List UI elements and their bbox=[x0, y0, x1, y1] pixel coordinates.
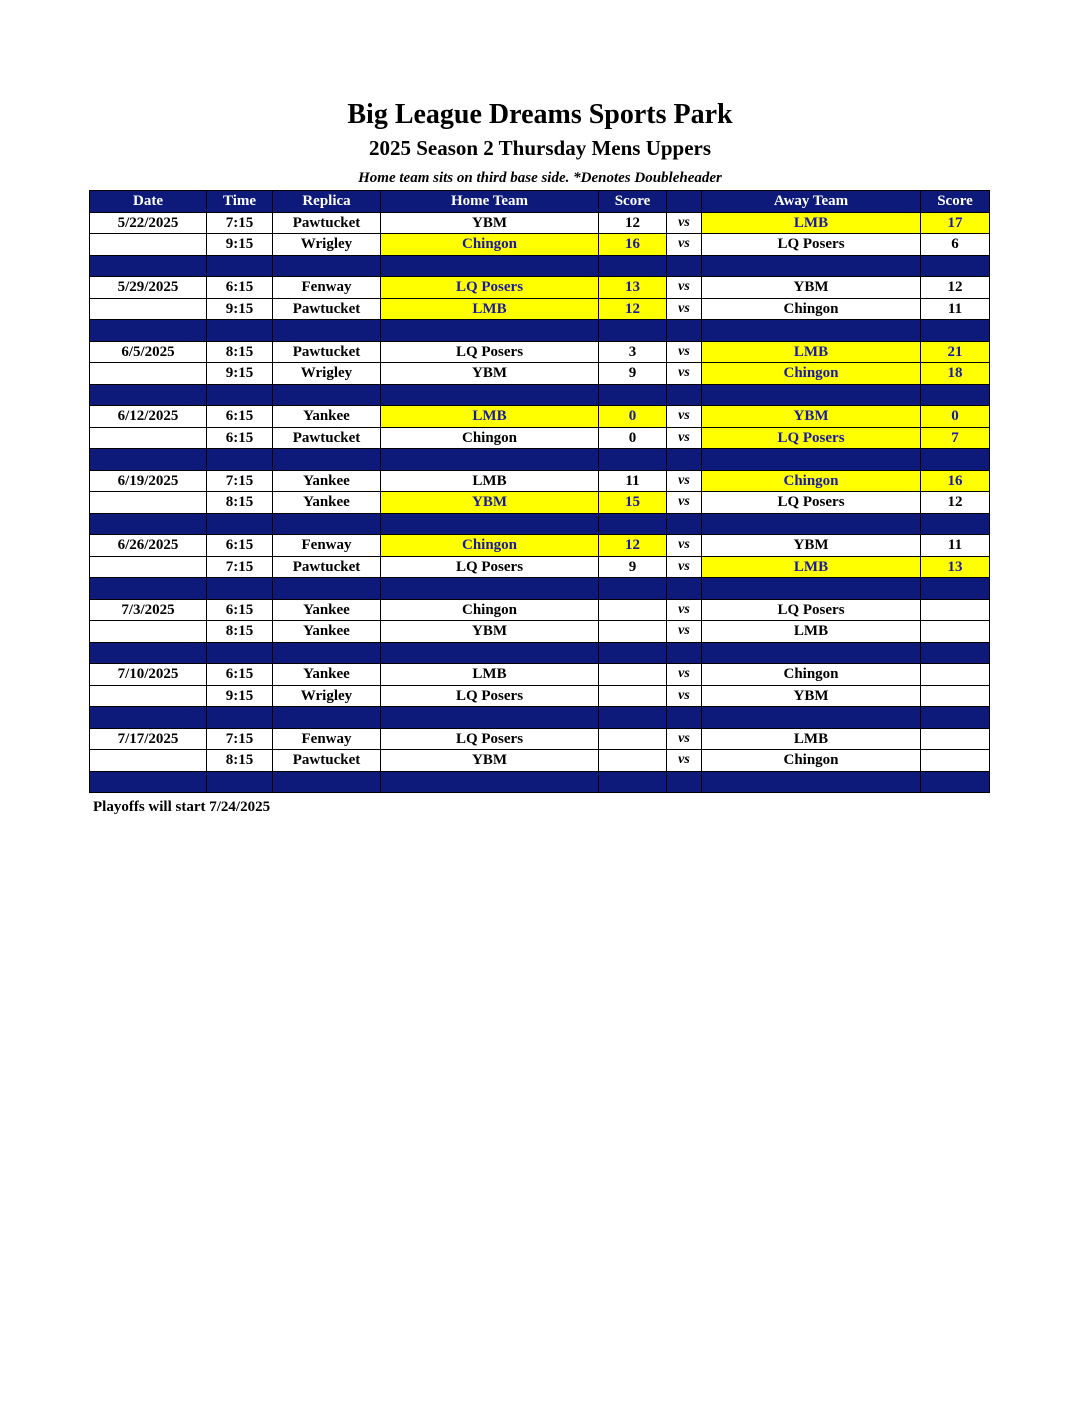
separator-cell bbox=[599, 384, 667, 406]
separator-cell bbox=[273, 707, 381, 729]
vs-label: vs bbox=[667, 556, 702, 578]
game-replica: Yankee bbox=[273, 492, 381, 514]
separator-cell bbox=[667, 320, 702, 342]
away-team: LQ Posers bbox=[702, 492, 921, 514]
home-score: 9 bbox=[599, 363, 667, 385]
separator-cell bbox=[207, 255, 273, 277]
game-time: 9:15 bbox=[207, 298, 273, 320]
home-team: Chingon bbox=[381, 535, 599, 557]
home-score: 15 bbox=[599, 492, 667, 514]
separator-cell bbox=[90, 707, 207, 729]
home-team: Chingon bbox=[381, 427, 599, 449]
home-score: 0 bbox=[599, 427, 667, 449]
away-score: 0 bbox=[921, 406, 990, 428]
vs-label: vs bbox=[667, 535, 702, 557]
game-replica: Yankee bbox=[273, 621, 381, 643]
game-row bbox=[90, 599, 990, 621]
game-date: 5/22/2025 bbox=[90, 212, 207, 234]
home-team: LQ Posers bbox=[381, 341, 599, 363]
game-time: 6:15 bbox=[207, 277, 273, 299]
home-score bbox=[599, 685, 667, 707]
home-score: 12 bbox=[599, 535, 667, 557]
away-score: 13 bbox=[921, 556, 990, 578]
vs-label: vs bbox=[667, 427, 702, 449]
separator-cell bbox=[599, 771, 667, 793]
separator-cell bbox=[921, 513, 990, 535]
home-team: LQ Posers bbox=[381, 277, 599, 299]
away-team: LQ Posers bbox=[702, 234, 921, 256]
vs-label: vs bbox=[667, 621, 702, 643]
week-separator bbox=[90, 384, 990, 406]
separator-cell bbox=[921, 384, 990, 406]
game-time: 9:15 bbox=[207, 234, 273, 256]
separator-cell bbox=[702, 255, 921, 277]
away-score bbox=[921, 728, 990, 750]
vs-label: vs bbox=[667, 470, 702, 492]
playoffs-note: Playoffs will start 7/24/2025 bbox=[93, 799, 271, 815]
separator-cell bbox=[667, 642, 702, 664]
game-replica: Pawtucket bbox=[273, 750, 381, 772]
game-replica: Pawtucket bbox=[273, 427, 381, 449]
game-replica: Pawtucket bbox=[273, 556, 381, 578]
away-team: LMB bbox=[702, 341, 921, 363]
header-away-team: Away Team bbox=[702, 191, 921, 213]
away-score: 18 bbox=[921, 363, 990, 385]
game-row bbox=[90, 535, 990, 557]
game-time: 6:15 bbox=[207, 599, 273, 621]
away-team: YBM bbox=[702, 406, 921, 428]
separator-cell bbox=[90, 642, 207, 664]
separator-cell bbox=[921, 642, 990, 664]
game-row bbox=[90, 685, 990, 707]
week-separator bbox=[90, 707, 990, 729]
game-replica: Fenway bbox=[273, 728, 381, 750]
away-team: Chingon bbox=[702, 363, 921, 385]
away-score: 16 bbox=[921, 470, 990, 492]
game-date: 5/29/2025 bbox=[90, 277, 207, 299]
vs-label: vs bbox=[667, 750, 702, 772]
game-date: 6/26/2025 bbox=[90, 535, 207, 557]
separator-cell bbox=[90, 449, 207, 471]
separator-cell bbox=[90, 578, 207, 600]
header-date: Date bbox=[90, 191, 207, 213]
home-score: 0 bbox=[599, 406, 667, 428]
week-separator bbox=[90, 449, 990, 471]
away-team: LMB bbox=[702, 621, 921, 643]
separator-cell bbox=[599, 449, 667, 471]
vs-label: vs bbox=[667, 728, 702, 750]
game-row bbox=[90, 664, 990, 686]
header-replica: Replica bbox=[273, 191, 381, 213]
separator-cell bbox=[702, 449, 921, 471]
home-score bbox=[599, 621, 667, 643]
header-time: Time bbox=[207, 191, 273, 213]
separator-cell bbox=[207, 513, 273, 535]
separator-cell bbox=[273, 578, 381, 600]
header-home-score: Score bbox=[599, 191, 667, 213]
game-time: 8:15 bbox=[207, 750, 273, 772]
separator-cell bbox=[921, 449, 990, 471]
game-date bbox=[90, 492, 207, 514]
home-team: YBM bbox=[381, 750, 599, 772]
separator-cell bbox=[702, 320, 921, 342]
game-replica: Wrigley bbox=[273, 685, 381, 707]
home-score bbox=[599, 599, 667, 621]
game-row bbox=[90, 750, 990, 772]
separator-cell bbox=[667, 255, 702, 277]
separator-cell bbox=[921, 578, 990, 600]
game-row bbox=[90, 406, 990, 428]
separator-cell bbox=[273, 384, 381, 406]
separator-cell bbox=[667, 578, 702, 600]
page-title: Big League Dreams Sports Park bbox=[347, 99, 733, 130]
game-replica: Wrigley bbox=[273, 363, 381, 385]
away-score: 6 bbox=[921, 234, 990, 256]
away-team: Chingon bbox=[702, 470, 921, 492]
home-team: LMB bbox=[381, 406, 599, 428]
week-separator bbox=[90, 771, 990, 793]
away-team: LQ Posers bbox=[702, 599, 921, 621]
home-team: Chingon bbox=[381, 234, 599, 256]
home-team: YBM bbox=[381, 363, 599, 385]
separator-cell bbox=[207, 707, 273, 729]
vs-label: vs bbox=[667, 406, 702, 428]
game-replica: Pawtucket bbox=[273, 341, 381, 363]
vs-label: vs bbox=[667, 492, 702, 514]
separator-cell bbox=[207, 449, 273, 471]
game-date bbox=[90, 427, 207, 449]
away-score: 11 bbox=[921, 298, 990, 320]
separator-cell bbox=[90, 771, 207, 793]
home-team: LMB bbox=[381, 664, 599, 686]
separator-cell bbox=[273, 642, 381, 664]
vs-label: vs bbox=[667, 599, 702, 621]
separator-cell bbox=[599, 642, 667, 664]
away-score bbox=[921, 750, 990, 772]
game-row bbox=[90, 341, 990, 363]
week-separator bbox=[90, 255, 990, 277]
game-replica: Pawtucket bbox=[273, 298, 381, 320]
week-separator bbox=[90, 513, 990, 535]
separator-cell bbox=[207, 578, 273, 600]
game-date: 6/19/2025 bbox=[90, 470, 207, 492]
header-row bbox=[90, 191, 990, 213]
away-team: LMB bbox=[702, 728, 921, 750]
separator-cell bbox=[921, 255, 990, 277]
separator-cell bbox=[90, 255, 207, 277]
separator-cell bbox=[921, 707, 990, 729]
game-replica: Yankee bbox=[273, 470, 381, 492]
separator-cell bbox=[207, 320, 273, 342]
game-replica: Fenway bbox=[273, 277, 381, 299]
separator-cell bbox=[702, 771, 921, 793]
separator-cell bbox=[381, 513, 599, 535]
vs-label: vs bbox=[667, 212, 702, 234]
separator-cell bbox=[207, 384, 273, 406]
separator-cell bbox=[702, 384, 921, 406]
game-row bbox=[90, 234, 990, 256]
game-time: 8:15 bbox=[207, 341, 273, 363]
header-home-team: Home Team bbox=[381, 191, 599, 213]
away-team: Chingon bbox=[702, 664, 921, 686]
separator-cell bbox=[207, 642, 273, 664]
game-time: 7:15 bbox=[207, 470, 273, 492]
home-team: YBM bbox=[381, 212, 599, 234]
game-time: 7:15 bbox=[207, 212, 273, 234]
home-score: 11 bbox=[599, 470, 667, 492]
home-score bbox=[599, 728, 667, 750]
away-team: YBM bbox=[702, 685, 921, 707]
home-score: 16 bbox=[599, 234, 667, 256]
separator-cell bbox=[667, 449, 702, 471]
game-row bbox=[90, 363, 990, 385]
away-score: 17 bbox=[921, 212, 990, 234]
separator-cell bbox=[702, 707, 921, 729]
header-vs bbox=[667, 191, 702, 213]
separator-cell bbox=[381, 384, 599, 406]
vs-label: vs bbox=[667, 685, 702, 707]
header-away-score: Score bbox=[921, 191, 990, 213]
separator-cell bbox=[702, 642, 921, 664]
away-team: LMB bbox=[702, 212, 921, 234]
game-time: 8:15 bbox=[207, 621, 273, 643]
game-time: 7:15 bbox=[207, 728, 273, 750]
game-date bbox=[90, 363, 207, 385]
game-date: 7/3/2025 bbox=[90, 599, 207, 621]
home-team: YBM bbox=[381, 492, 599, 514]
game-row bbox=[90, 492, 990, 514]
game-date bbox=[90, 750, 207, 772]
home-team: LQ Posers bbox=[381, 728, 599, 750]
separator-cell bbox=[921, 320, 990, 342]
game-row bbox=[90, 427, 990, 449]
home-score: 12 bbox=[599, 298, 667, 320]
game-date: 6/12/2025 bbox=[90, 406, 207, 428]
week-separator bbox=[90, 320, 990, 342]
separator-cell bbox=[381, 255, 599, 277]
page-subtitle: 2025 Season 2 Thursday Mens Uppers bbox=[368, 136, 712, 160]
separator-cell bbox=[273, 255, 381, 277]
game-row bbox=[90, 621, 990, 643]
home-score bbox=[599, 750, 667, 772]
home-score: 3 bbox=[599, 341, 667, 363]
away-score bbox=[921, 685, 990, 707]
game-date bbox=[90, 298, 207, 320]
away-team: LQ Posers bbox=[702, 427, 921, 449]
game-replica: Yankee bbox=[273, 406, 381, 428]
game-replica: Pawtucket bbox=[273, 212, 381, 234]
separator-cell bbox=[667, 384, 702, 406]
game-time: 6:15 bbox=[207, 427, 273, 449]
separator-cell bbox=[921, 771, 990, 793]
separator-cell bbox=[381, 449, 599, 471]
vs-label: vs bbox=[667, 341, 702, 363]
week-separator bbox=[90, 642, 990, 664]
game-time: 6:15 bbox=[207, 535, 273, 557]
schedule-table bbox=[89, 190, 990, 793]
separator-cell bbox=[599, 320, 667, 342]
game-date bbox=[90, 685, 207, 707]
away-score: 21 bbox=[921, 341, 990, 363]
separator-cell bbox=[702, 578, 921, 600]
separator-cell bbox=[667, 513, 702, 535]
game-date bbox=[90, 621, 207, 643]
separator-cell bbox=[381, 707, 599, 729]
game-time: 6:15 bbox=[207, 664, 273, 686]
away-team: YBM bbox=[702, 535, 921, 557]
vs-label: vs bbox=[667, 277, 702, 299]
away-score: 12 bbox=[921, 277, 990, 299]
game-row bbox=[90, 556, 990, 578]
vs-label: vs bbox=[667, 234, 702, 256]
game-date bbox=[90, 234, 207, 256]
away-team: Chingon bbox=[702, 298, 921, 320]
separator-cell bbox=[90, 384, 207, 406]
vs-label: vs bbox=[667, 664, 702, 686]
separator-cell bbox=[381, 320, 599, 342]
game-replica: Wrigley bbox=[273, 234, 381, 256]
game-replica: Yankee bbox=[273, 664, 381, 686]
game-date: 6/5/2025 bbox=[90, 341, 207, 363]
home-team: LQ Posers bbox=[381, 685, 599, 707]
separator-cell bbox=[90, 513, 207, 535]
game-time: 9:15 bbox=[207, 363, 273, 385]
schedule-note: Home team sits on third base side. *Denotes Doubleheader bbox=[358, 170, 722, 186]
away-team: YBM bbox=[702, 277, 921, 299]
away-score: 12 bbox=[921, 492, 990, 514]
game-date: 7/10/2025 bbox=[90, 664, 207, 686]
home-team: LMB bbox=[381, 470, 599, 492]
game-replica: Yankee bbox=[273, 599, 381, 621]
game-row bbox=[90, 728, 990, 750]
separator-cell bbox=[381, 642, 599, 664]
away-score: 11 bbox=[921, 535, 990, 557]
game-row bbox=[90, 298, 990, 320]
home-score: 12 bbox=[599, 212, 667, 234]
away-score bbox=[921, 664, 990, 686]
separator-cell bbox=[381, 578, 599, 600]
separator-cell bbox=[702, 513, 921, 535]
home-team: YBM bbox=[381, 621, 599, 643]
game-row bbox=[90, 212, 990, 234]
separator-cell bbox=[599, 578, 667, 600]
home-score bbox=[599, 664, 667, 686]
game-time: 8:15 bbox=[207, 492, 273, 514]
away-score: 7 bbox=[921, 427, 990, 449]
separator-cell bbox=[90, 320, 207, 342]
home-score: 9 bbox=[599, 556, 667, 578]
game-row bbox=[90, 277, 990, 299]
schedule-body bbox=[90, 212, 990, 793]
game-replica: Fenway bbox=[273, 535, 381, 557]
away-score bbox=[921, 599, 990, 621]
game-date bbox=[90, 556, 207, 578]
away-team: LMB bbox=[702, 556, 921, 578]
home-score: 13 bbox=[599, 277, 667, 299]
game-date: 7/17/2025 bbox=[90, 728, 207, 750]
away-score bbox=[921, 621, 990, 643]
separator-cell bbox=[667, 707, 702, 729]
separator-cell bbox=[599, 707, 667, 729]
home-team: Chingon bbox=[381, 599, 599, 621]
away-team: Chingon bbox=[702, 750, 921, 772]
game-row bbox=[90, 470, 990, 492]
home-team: LMB bbox=[381, 298, 599, 320]
separator-cell bbox=[273, 449, 381, 471]
game-time: 9:15 bbox=[207, 685, 273, 707]
separator-cell bbox=[273, 771, 381, 793]
game-time: 6:15 bbox=[207, 406, 273, 428]
home-team: LQ Posers bbox=[381, 556, 599, 578]
vs-label: vs bbox=[667, 298, 702, 320]
separator-cell bbox=[599, 255, 667, 277]
separator-cell bbox=[381, 771, 599, 793]
separator-cell bbox=[207, 771, 273, 793]
separator-cell bbox=[273, 513, 381, 535]
separator-cell bbox=[599, 513, 667, 535]
week-separator bbox=[90, 578, 990, 600]
game-time: 7:15 bbox=[207, 556, 273, 578]
separator-cell bbox=[667, 771, 702, 793]
separator-cell bbox=[273, 320, 381, 342]
vs-label: vs bbox=[667, 363, 702, 385]
